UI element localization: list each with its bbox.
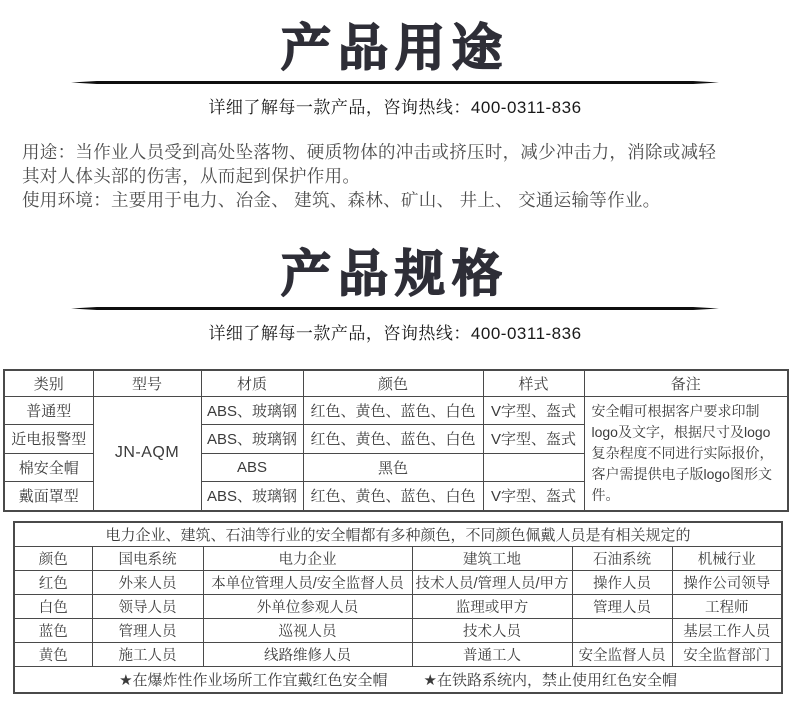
spec-header-material: 材质 bbox=[201, 370, 303, 396]
spec-row bbox=[4, 396, 788, 425]
color-cell: 施工人员 bbox=[92, 643, 203, 667]
spec-cell-color: 黑色 bbox=[303, 453, 483, 482]
color-row-yellow bbox=[14, 643, 782, 667]
spec-cell-remark: 安全帽可根据客户要求印制logo及文字，根据尺寸及logo复杂程度不同进行实际报价，客户需提供电子版logo图形文件。 bbox=[584, 396, 788, 511]
usage-paragraph bbox=[22, 140, 772, 212]
color-header-petroleum: 石油系统 bbox=[572, 547, 672, 571]
usage-section-title: 产品用途 bbox=[281, 20, 509, 76]
color-cell: 黄色 bbox=[14, 643, 92, 667]
color-cell: 红色 bbox=[14, 571, 92, 595]
color-table-caption-row bbox=[14, 522, 782, 547]
spec-table bbox=[3, 369, 789, 512]
spec-header-style: 样式 bbox=[483, 370, 584, 396]
footnote-railway: ★在铁路系统内，禁止使用红色安全帽 bbox=[423, 671, 677, 689]
color-regulation-table bbox=[13, 521, 783, 694]
color-cell: 技术人员 bbox=[412, 619, 572, 643]
spec-cell-material: ABS、玻璃钢 bbox=[201, 396, 303, 425]
color-cell: 白色 bbox=[14, 595, 92, 619]
spec-section bbox=[0, 248, 790, 694]
color-row-white bbox=[14, 595, 782, 619]
spec-cell-category: 戴面罩型 bbox=[4, 482, 93, 511]
color-cell: 本单位管理人员/安全监督人员 bbox=[203, 571, 412, 595]
usage-hotline-subtitle: 详细了解每一款产品，咨询热线：400-0311-836 bbox=[208, 98, 582, 117]
spec-cell-category: 普通型 bbox=[4, 396, 93, 425]
spec-header-remark: 备注 bbox=[584, 370, 788, 396]
color-cell: 外单位参观人员 bbox=[203, 595, 412, 619]
spec-cell-color: 红色、黄色、蓝色、白色 bbox=[303, 425, 483, 454]
footnote-explosive: ★在爆炸性作业场所工作宜戴红色安全帽 bbox=[119, 671, 388, 689]
color-table-footnotes bbox=[14, 667, 782, 693]
color-cell: 工程师 bbox=[672, 595, 782, 619]
color-cell: 巡视人员 bbox=[203, 619, 412, 643]
usage-line: 其对人体头部的伤害，从而起到保护作用。 bbox=[22, 166, 361, 186]
color-header-color: 颜色 bbox=[14, 547, 92, 571]
color-table-footer-row bbox=[14, 667, 782, 693]
color-cell: 蓝色 bbox=[14, 619, 92, 643]
color-cell: 外来人员 bbox=[92, 571, 203, 595]
color-cell bbox=[572, 619, 672, 643]
color-cell: 安全监督部门 bbox=[672, 643, 782, 667]
spec-header-row bbox=[4, 370, 788, 396]
color-cell: 线路维修人员 bbox=[203, 643, 412, 667]
spec-hotline-subtitle: 详细了解每一款产品，咨询热线：400-0311-836 bbox=[208, 324, 582, 343]
spec-cell-model: JN-AQM bbox=[93, 396, 201, 511]
color-cell: 操作公司领导 bbox=[672, 571, 782, 595]
product-page bbox=[0, 22, 790, 694]
title-divider bbox=[71, 307, 719, 310]
spec-header-model: 型号 bbox=[93, 370, 201, 396]
spec-cell-style: V字型、盔式 bbox=[483, 425, 584, 454]
color-row-blue bbox=[14, 619, 782, 643]
color-header-power-enterprise: 电力企业 bbox=[203, 547, 412, 571]
color-cell: 领导人员 bbox=[92, 595, 203, 619]
color-cell: 管理人员 bbox=[92, 619, 203, 643]
color-cell: 普通工人 bbox=[412, 643, 572, 667]
spec-cell-material: ABS、玻璃钢 bbox=[201, 425, 303, 454]
color-header-machinery: 机械行业 bbox=[672, 547, 782, 571]
spec-cell-style: V字型、盔式 bbox=[483, 482, 584, 511]
spec-cell-color: 红色、黄色、蓝色、白色 bbox=[303, 396, 483, 425]
spec-cell-style bbox=[483, 453, 584, 482]
spec-header-color: 颜色 bbox=[303, 370, 483, 396]
color-header-construction-site: 建筑工地 bbox=[412, 547, 572, 571]
spec-cell-style: V字型、盔式 bbox=[483, 396, 584, 425]
color-cell: 基层工作人员 bbox=[672, 619, 782, 643]
color-table-header-row bbox=[14, 547, 782, 571]
color-cell: 管理人员 bbox=[572, 595, 672, 619]
color-cell: 技术人员/管理人员/甲方 bbox=[412, 571, 572, 595]
color-cell: 操作人员 bbox=[572, 571, 672, 595]
spec-cell-category: 棉安全帽 bbox=[4, 453, 93, 482]
spec-cell-material: ABS、玻璃钢 bbox=[201, 482, 303, 511]
spec-cell-material: ABS bbox=[201, 453, 303, 482]
usage-section bbox=[0, 22, 790, 212]
usage-line: 用途：当作业人员受到高处坠落物、硬质物体的冲击或挤压时，减少冲击力，消除或减轻 bbox=[22, 142, 717, 162]
spec-header-category: 类别 bbox=[4, 370, 93, 396]
color-cell: 监理或甲方 bbox=[412, 595, 572, 619]
usage-line: 使用环境：主要用于电力、冶金、 建筑、森林、矿山、 井上、 交通运输等作业。 bbox=[22, 190, 661, 210]
color-cell: 安全监督人员 bbox=[572, 643, 672, 667]
spec-section-title: 产品规格 bbox=[281, 246, 509, 302]
title-divider bbox=[71, 81, 719, 84]
color-table-caption: 电力企业、建筑、石油等行业的安全帽都有多种颜色，不同颜色佩戴人员是有相关规定的 bbox=[14, 522, 782, 547]
spec-cell-color: 红色、黄色、蓝色、白色 bbox=[303, 482, 483, 511]
spec-cell-category: 近电报警型 bbox=[4, 425, 93, 454]
color-header-state-grid: 国电系统 bbox=[92, 547, 203, 571]
color-row-red bbox=[14, 571, 782, 595]
